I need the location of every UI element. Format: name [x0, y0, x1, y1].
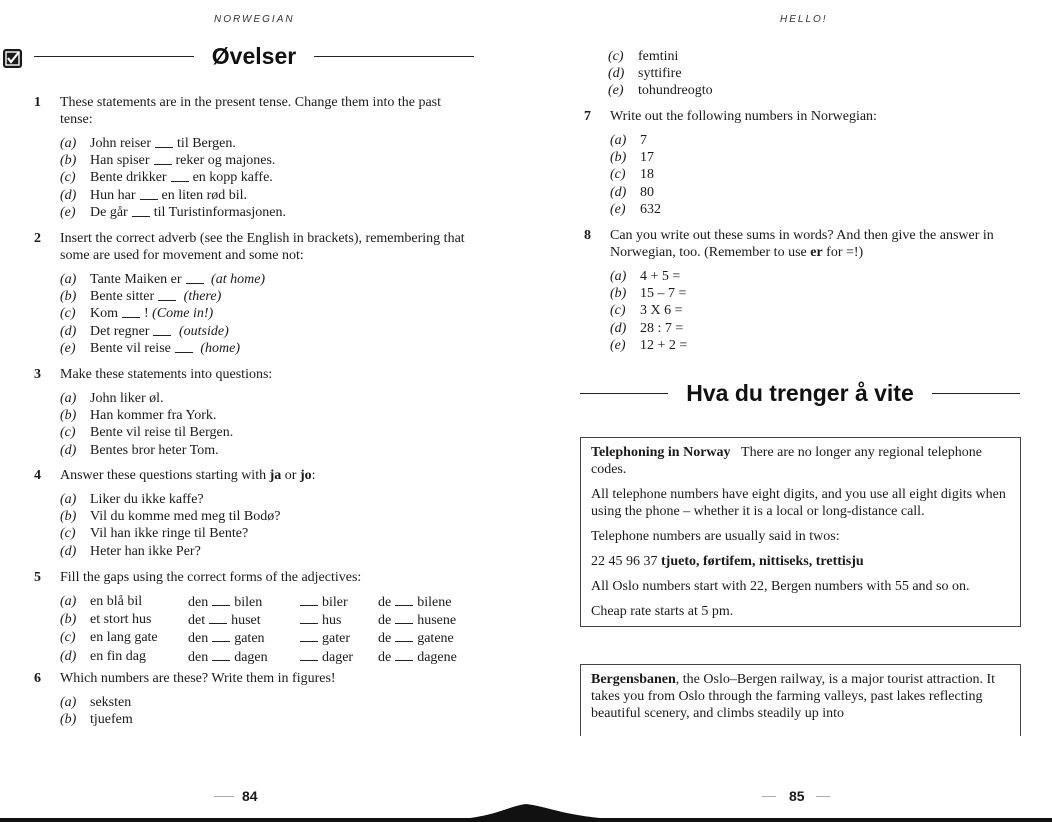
list-item: (c) Bente drikker en kopp kaffe.	[60, 170, 273, 186]
list-item: (e) De går til Turistinformasjonen.	[60, 204, 286, 220]
blank-gap	[186, 271, 204, 284]
blank-gap	[132, 204, 150, 217]
list-item: (a) John liker øl.	[60, 391, 164, 406]
exercise-number: 8	[584, 228, 591, 243]
blank-gap	[140, 187, 158, 200]
exercise-instruction: Insert the correct adverb (see the English in brackets), remembering that some are used for movement and some not:	[60, 231, 465, 263]
table-row: (a) en blå bil den bilen biler de bilene	[60, 594, 452, 610]
section-heading-hva-du-trenger	[580, 380, 1020, 407]
exercise-items	[60, 390, 476, 459]
running-head-right: HELLO!	[780, 14, 828, 25]
right-page	[526, 0, 1052, 822]
list-item: (d) syttifire	[608, 66, 682, 82]
heading-rule-right	[932, 393, 1020, 394]
info-box-title: Bergensbanen	[591, 672, 676, 687]
table-row: (c) en lang gate den gaten gater de gatene	[60, 630, 454, 647]
blank-gap	[300, 648, 318, 661]
exercise-instruction: These statements are in the present tense. Change them into the past tense:	[60, 95, 441, 127]
blank-gap	[171, 169, 189, 182]
heading-rule-left	[34, 56, 194, 57]
list-item: (b) Bente sitter (there)	[60, 289, 222, 305]
exercise-instruction: Make these statements into questions:	[60, 367, 273, 382]
blank-gap	[175, 340, 193, 353]
list-item: (d) 80	[610, 184, 654, 200]
exercise-4	[34, 467, 476, 560]
list-item: (b) tjuefem	[60, 712, 133, 728]
exercise-items	[610, 132, 1024, 218]
section-title-hva-du-trenger: Hva du trenger å vite	[686, 380, 914, 406]
exercise-items	[60, 135, 476, 221]
checkmark-pencil-icon	[3, 49, 22, 68]
exercise-instruction: Can you write out these sums in words? And then give the answer in Norwegian, too. (Remember to use er for =!)	[610, 228, 994, 260]
list-item: (a) seksten	[60, 695, 132, 710]
table-row: (d) en fin dag den dagen dager de dagene	[60, 648, 457, 665]
folio-rule	[816, 796, 830, 797]
list-item: (d) 28 : 7 =	[610, 320, 684, 336]
list-item: (c) Kom ! (Come in!)	[60, 306, 214, 322]
blank-gap	[158, 288, 176, 301]
exercise-1	[34, 94, 476, 221]
blank-gap	[154, 152, 172, 165]
blank-gap	[395, 593, 413, 606]
list-item: (e) 12 + 2 =	[610, 337, 688, 353]
exercise-items	[60, 271, 476, 357]
exercise-number: 5	[34, 570, 41, 585]
folio-rule	[214, 796, 234, 797]
list-item: (c) femtini	[608, 49, 679, 64]
list-item: (d) Heter han ikke Per?	[60, 543, 201, 559]
list-item: (a) Liker du ikke kaffe?	[60, 492, 204, 507]
list-item: (d) Hun har en liten rød bil.	[60, 187, 248, 203]
blank-gap	[212, 629, 230, 642]
list-item: (a) Tante Maiken er (at home)	[60, 272, 266, 287]
list-item: (e) tohundreogto	[608, 83, 713, 99]
heading-rule-left	[580, 393, 668, 394]
exercise-6	[34, 670, 476, 728]
exercise-instruction: Fill the gaps using the correct forms of the adjectives:	[60, 570, 362, 585]
exercise-instruction: Which numbers are these? Write them in figures!	[60, 671, 336, 686]
info-paragraph: Telephone numbers are usually said in twos:	[591, 529, 840, 544]
exercise-2	[34, 230, 476, 357]
section-title-ovelser: Øvelser	[211, 43, 297, 69]
list-item: (d) Bentes bror heter Tom.	[60, 442, 219, 458]
table-row: (b) et stort hus det huset hus de husene	[60, 612, 457, 629]
info-paragraph: All Oslo numbers start with 22, Bergen numbers with 55 and so on.	[591, 579, 970, 594]
list-item: (a) John reiser til Bergen.	[60, 136, 236, 151]
adjective-grid	[60, 593, 476, 666]
list-item: (c) 18	[610, 167, 654, 183]
blank-gap	[300, 611, 318, 624]
info-paragraph: Telephoning in Norway There are no longer any regional telephone codes.	[591, 445, 983, 477]
list-item: (a) 7	[610, 133, 647, 148]
exercise-number: 6	[34, 671, 41, 686]
blank-gap	[300, 629, 318, 642]
exercise-items	[610, 268, 1024, 354]
folio-rule	[762, 796, 776, 797]
exercise-items	[60, 694, 476, 728]
list-item: (c) Bente vil reise til Bergen.	[60, 425, 234, 441]
blank-gap	[300, 593, 318, 606]
exercise-number: 2	[34, 231, 41, 246]
exercise-number: 7	[584, 109, 591, 124]
exercise-3	[34, 366, 476, 459]
section-heading-ovelser	[34, 43, 474, 70]
heading-rule-right	[314, 56, 474, 57]
blank-gap	[153, 323, 171, 336]
list-item: (b) 17	[610, 150, 654, 166]
blank-gap	[395, 611, 413, 624]
blank-gap	[212, 593, 230, 606]
list-item: (b) 15 – 7 =	[610, 286, 687, 302]
exercise-6-continued	[608, 48, 1018, 100]
blank-gap	[395, 648, 413, 661]
exercise-number: 4	[34, 468, 41, 483]
exercise-5	[34, 569, 476, 666]
info-paragraph: 22 45 96 37 tjueto, førtifem, nittiseks, trettisju	[591, 554, 864, 569]
exercise-8	[584, 227, 1024, 354]
blank-gap	[395, 629, 413, 642]
list-item: (c) 3 X 6 =	[610, 303, 683, 319]
exercise-number: 3	[34, 367, 41, 382]
list-item: (c) Vil han ikke ringe til Bente?	[60, 526, 249, 542]
running-head-left: NORWEGIAN	[214, 14, 295, 25]
info-paragraph: Bergensbanen, the Oslo–Bergen railway, is a major tourist attraction. It takes you from Oslo through the farming valleys, past lakes reflecting beautiful scenery, and climbs steadily up into	[591, 672, 995, 721]
info-box-title: Telephoning in Norway	[591, 445, 731, 460]
list-item: (e) Bente vil reise (home)	[60, 340, 241, 356]
exercise-instruction: Answer these questions starting with ja or jo:	[60, 468, 316, 483]
list-item: (b) Vil du komme med meg til Bodø?	[60, 509, 281, 525]
page-number-left: 84	[242, 788, 258, 804]
blank-gap	[155, 135, 173, 148]
exercise-instruction: Write out the following numbers in Norwegian:	[610, 109, 877, 124]
exercise-items	[60, 491, 476, 560]
list-item: (a) 4 + 5 =	[610, 269, 681, 284]
exercise-badge	[3, 49, 22, 68]
info-box-bergensbanen	[580, 664, 1021, 736]
info-box-telephoning	[580, 437, 1021, 627]
page-number-right: 85	[789, 788, 805, 804]
blank-gap	[209, 611, 227, 624]
info-paragraph: Cheap rate starts at 5 pm.	[591, 604, 734, 619]
list-item: (b) Han kommer fra York.	[60, 408, 217, 424]
blank-gap	[212, 648, 230, 661]
info-paragraph: All telephone numbers have eight digits, and you use all eight digits when using the phone – whether it is a local or long-distance call.	[591, 487, 1006, 519]
list-item: (d) Det regner (outside)	[60, 323, 229, 339]
exercise-number: 1	[34, 95, 41, 110]
blank-gap	[122, 305, 140, 318]
exercise-7	[584, 108, 1024, 218]
list-item: (e) 632	[610, 201, 661, 217]
list-item: (b) Han spiser reker og majones.	[60, 153, 276, 169]
